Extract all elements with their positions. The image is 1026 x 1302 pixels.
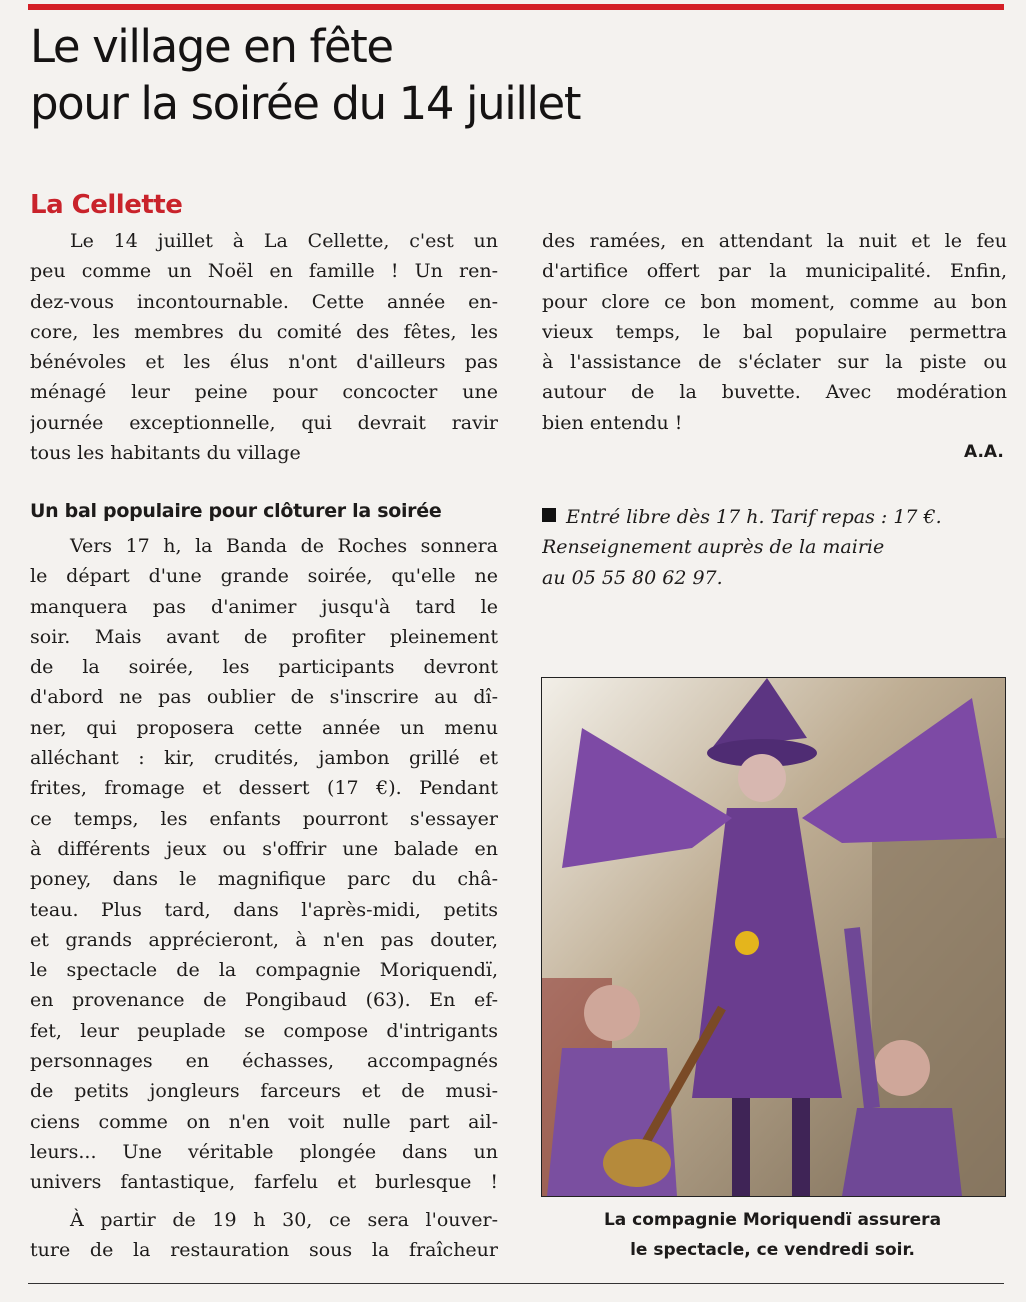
text-line: autour de la buvette. Avec modération — [542, 381, 1007, 404]
subheading: Un bal populaire pour clôturer la soirée — [30, 500, 442, 522]
text-line: ner, qui proposera cette année un menu — [30, 716, 498, 739]
headline-line-1: Le village en fête — [30, 20, 393, 73]
info-line: au 05 55 80 62 97. — [542, 566, 723, 589]
text-line: bien entendu ! — [542, 411, 683, 434]
text-line: À partir de 19 h 30, ce sera l'ouver- — [70, 1208, 498, 1231]
article-photo — [541, 677, 1006, 1197]
text-line: d'abord ne pas oublier de s'inscrire au dî- — [30, 686, 498, 709]
caption-line: le spectacle, ce vendredi soir. — [630, 1240, 915, 1260]
info-line — [542, 502, 1002, 532]
text-line: de la soirée, les participants devront — [30, 656, 498, 679]
text-line: poney, dans le magnifique parc du châ- — [30, 868, 498, 891]
text-line: de petits jongleurs farceurs et de musi- — [30, 1080, 498, 1103]
text-line: en provenance de Pongibaud (63). En ef- — [30, 989, 498, 1012]
text-line: ture de la restauration sous la fraîcheur — [30, 1238, 498, 1261]
text-line: alléchant : kir, crudités, jambon grillé et — [30, 747, 498, 770]
text-line: ménagé leur peine pour concocter une — [30, 381, 498, 404]
caption-line: La compagnie Moriquendï assurera — [603, 1210, 942, 1230]
text-line: fet, leur peuplade se compose d'intrigants — [30, 1019, 498, 1042]
practical-info — [542, 502, 1002, 593]
info-line: Renseignement auprès de la mairie — [542, 536, 885, 559]
text-line: le spectacle de la compagnie Moriquendï, — [30, 959, 498, 982]
text-line: core, les membres du comité des fêtes, les — [30, 320, 498, 343]
photo-illustration — [542, 678, 1005, 1196]
text-line: leurs... Une véritable plongée dans un — [30, 1140, 498, 1163]
text-line: des ramées, en attendant la nuit et le feu — [542, 230, 1007, 252]
text-line: frites, fromage et dessert (17 €). Pendant — [30, 777, 498, 800]
author-signature: A.A. — [964, 442, 1004, 462]
location-kicker: La Cellette — [30, 190, 183, 220]
text-line: et grands apprécieront, à n'en pas douter, — [30, 928, 498, 951]
bottom-rule — [28, 1283, 1004, 1284]
text-line: Le 14 juillet à La Cellette, c'est un — [70, 230, 498, 252]
headline — [30, 18, 790, 132]
text-line: à différents jeux ou s'offrir une balade en — [30, 837, 498, 860]
text-line: dez-vous incontournable. Cette année en- — [30, 290, 498, 313]
text-line: personnages en échasses, accompagnés — [30, 1050, 498, 1073]
text-line: le départ d'une grande soirée, qu'elle ne — [30, 565, 498, 588]
text-line: pour clore ce bon moment, comme au bon — [542, 290, 1007, 313]
text-line: vieux temps, le bal populaire permettra — [542, 320, 1007, 343]
right-column-text — [542, 226, 1007, 438]
text-line: bénévoles et les élus n'ont d'ailleurs pas — [30, 351, 498, 374]
info-text: Entré libre dès 17 h. Tarif repas : 17 €. — [566, 506, 942, 528]
headline-line-2: pour la soirée du 14 juillet — [30, 77, 581, 130]
text-line: manquera pas d'animer jusqu'à tard le — [30, 595, 498, 618]
text-line: teau. Plus tard, dans l'après-midi, petits — [30, 898, 498, 921]
square-bullet-icon — [542, 508, 556, 522]
intro-paragraph — [30, 226, 498, 468]
text-line: à l'assistance de s'éclater sur la piste ou — [542, 351, 1007, 374]
photo-caption — [541, 1205, 1004, 1265]
top-red-rule — [28, 4, 1004, 10]
text-line: univers fantastique, farfelu et burlesque ! — [30, 1171, 498, 1194]
body-paragraphs — [30, 531, 498, 1265]
text-line: Vers 17 h, la Banda de Roches sonnera — [70, 535, 498, 557]
text-line: soir. Mais avant de profiter pleinement — [30, 625, 498, 648]
text-line: ce temps, les enfants pourront s'essayer — [30, 807, 498, 830]
text-line: ciens comme on n'en voit nulle part ail- — [30, 1110, 498, 1133]
text-line: tous les habitants du village — [30, 442, 301, 465]
text-line: journée exceptionnelle, qui devrait ravir — [30, 411, 498, 434]
text-line: d'artifice offert par la municipalité. Enfin, — [542, 260, 1007, 283]
text-line: peu comme un Noël en famille ! Un ren- — [30, 260, 498, 283]
